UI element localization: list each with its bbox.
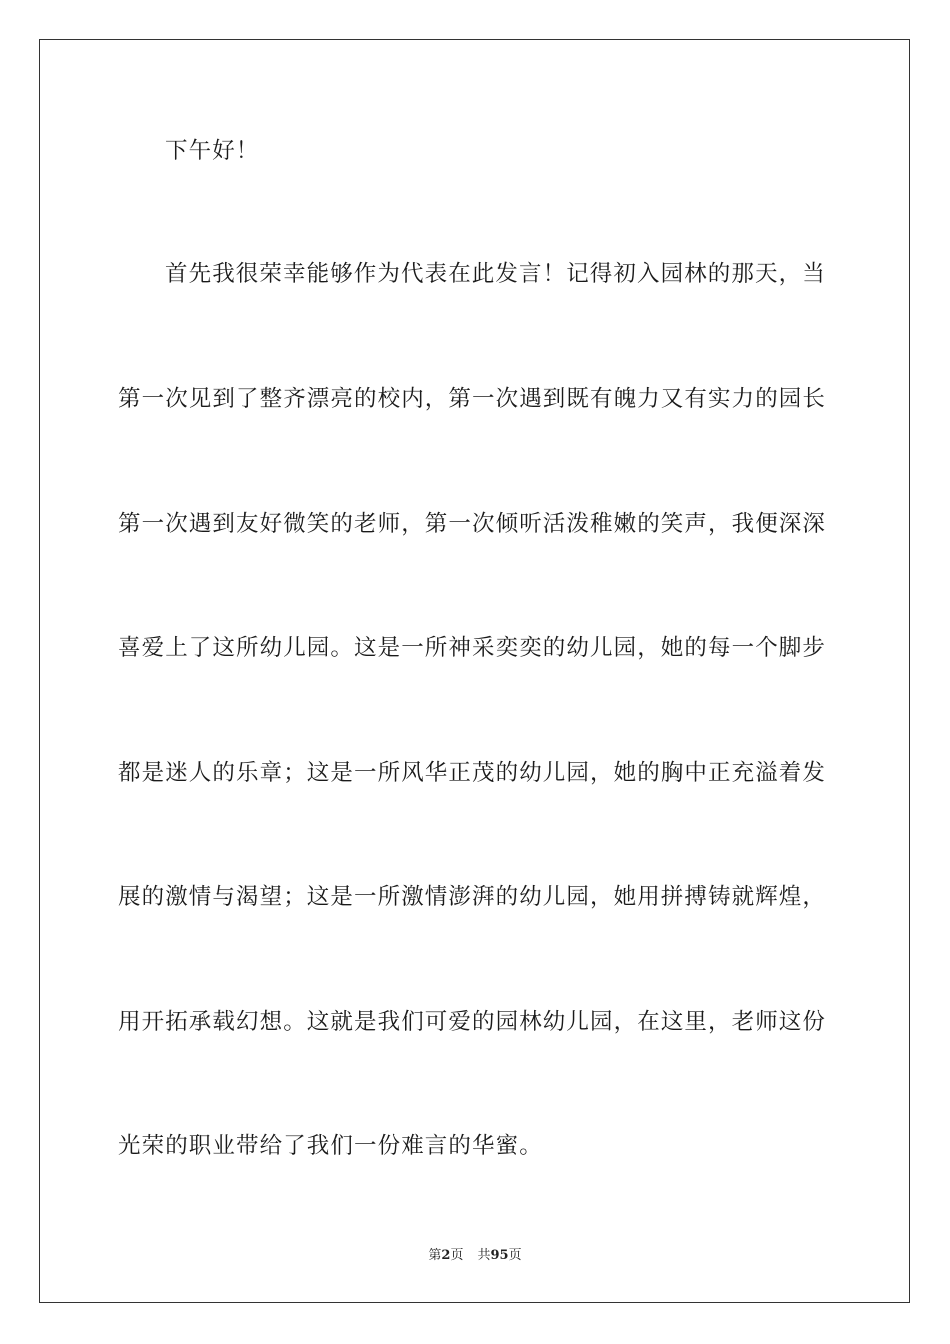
body-line-3: 第一次遇到友好微笑的老师，第一次倾听活泼稚嫩的笑声，我便深深 — [118, 511, 827, 537]
page-footer — [0, 1247, 950, 1265]
body-line-7: 用开拓承载幻想。这就是我们可爱的园林幼儿园，在这里，老师这份 — [118, 1009, 827, 1035]
footer-total-suffix: 页 — [508, 1248, 522, 1263]
body-line-1: 首先我很荣幸能够作为代表在此发言！记得初入园林的那天，当 — [165, 261, 826, 287]
body-line-6: 展的激情与渴望；这是一所激情澎湃的幼儿园，她用拼搏铸就辉煌， — [118, 884, 827, 910]
body-line-8: 光荣的职业带给了我们一份难言的华蜜。 — [118, 1133, 543, 1159]
footer-total-pages: 95 — [490, 1248, 509, 1263]
footer-page-prefix: 第 — [428, 1248, 442, 1263]
footer-total-prefix: 共 — [477, 1248, 491, 1263]
body-line-4: 喜爱上了这所幼儿园。这是一所神采奕奕的幼儿园，她的每一个脚步 — [118, 635, 827, 661]
footer-page-number: 2 — [441, 1248, 451, 1263]
page-border — [39, 39, 910, 1303]
body-line-2: 第一次见到了整齐漂亮的校内，第一次遇到既有魄力又有实力的园长 — [118, 386, 827, 412]
footer-page-suffix: 页 — [450, 1248, 464, 1263]
body-line-5: 都是迷人的乐章；这是一所风华正茂的幼儿园，她的胸中正充溢着发 — [118, 760, 827, 786]
greeting-line: 下午好！ — [165, 138, 260, 164]
